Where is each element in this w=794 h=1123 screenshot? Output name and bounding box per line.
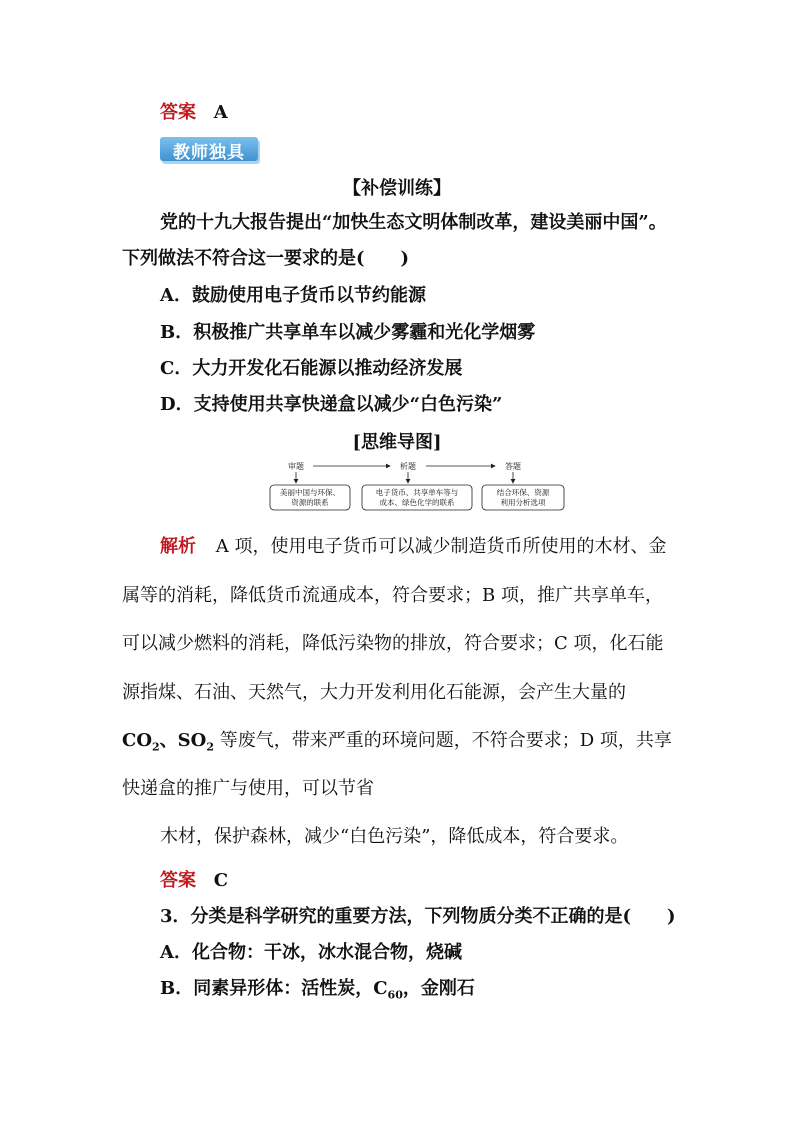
analysis-line-3: 可以减少燃料的消耗，降低污染物的排放，符合要求；C 项，化石能: [122, 633, 664, 654]
analysis-text-1: A 项，使用电子货币可以减少制造货币所使用的木材、金: [215, 536, 667, 557]
box-1-line-1: 美丽中国与环保、: [280, 488, 340, 497]
option-b-text-end: ，金刚石: [402, 978, 475, 999]
answer-line-2: [160, 866, 228, 892]
co2-text: CO: [122, 730, 153, 751]
question-line-2: 下列做法不符合这一要求的是( ): [122, 248, 410, 269]
answer-line-1: [160, 98, 228, 124]
step-answer: 答题: [505, 462, 521, 471]
so2-text: 、SO: [159, 730, 207, 751]
so2-subscript: 2: [206, 740, 215, 754]
teacher-exclusive-badge: [160, 137, 258, 161]
question-3-option-b: [160, 974, 475, 1002]
analysis-line-5: [122, 726, 672, 754]
analysis-line-6: 快递盒的推广与使用，可以节省: [122, 778, 374, 799]
box-3-line-1: 结合环保、资源: [496, 488, 550, 497]
box-3-line-2: 利用分析选项: [500, 498, 546, 507]
analysis-line-1: [160, 532, 666, 558]
badge-text: 教师独具: [173, 143, 245, 163]
answer-label-2: 答案: [160, 870, 196, 891]
option-b: B．积极推广共享单车以减少雾霾和光化学烟雾: [160, 322, 536, 343]
analysis-label: 解析: [160, 536, 196, 557]
analysis-line-7: 木材，保护森林，减少“白色污染”，降低成本，符合要求。: [160, 826, 629, 847]
option-b-text: B．同素异形体：活性炭，C: [160, 978, 388, 999]
co2-subscript: 2: [152, 740, 160, 754]
section-title: 【补偿训练】: [343, 178, 451, 199]
box-2-line-1: 电子货币、共享单车等与: [375, 488, 459, 497]
question-3-option-a: A．化合物：干冰，冰水混合物，烧碱: [160, 942, 462, 963]
option-d: D．支持使用共享快递盒以减少“白色污染”: [160, 394, 503, 415]
step-review: 审题: [288, 462, 304, 471]
c60-subscript: 60: [387, 988, 403, 1002]
answer-value-2: C: [213, 870, 229, 891]
analysis-text-5: 等废气，带来严重的环境问题，不符合要求；D 项，共享: [214, 730, 672, 751]
option-a: A．鼓励使用电子货币以节约能源: [160, 285, 426, 306]
question-line-1: 党的十九大报告提出“加快生态文明体制改革，建设美丽中国”。: [160, 212, 667, 233]
option-c: C．大力开发化石能源以推动经济发展: [160, 358, 463, 379]
analysis-line-2: 属等的消耗，降低货币流通成本，符合要求；B 项，推广共享单车，: [122, 585, 663, 606]
mindmap-title: [思维导图]: [352, 432, 442, 453]
question-3-stem: 3．分类是科学研究的重要方法，下列物质分类不正确的是( ): [160, 906, 676, 927]
step-analyze: 析题: [400, 462, 416, 471]
answer-label: 答案: [160, 102, 196, 123]
mindmap-diagram: [268, 458, 568, 514]
analysis-line-4: 源指煤、石油、天然气，大力开发利用化石能源，会产生大量的: [122, 682, 626, 703]
box-1-line-2: 资源的联系: [291, 498, 329, 507]
answer-value: A: [213, 102, 228, 123]
box-2-line-2: 成本、绿色化学的联系: [379, 498, 455, 507]
